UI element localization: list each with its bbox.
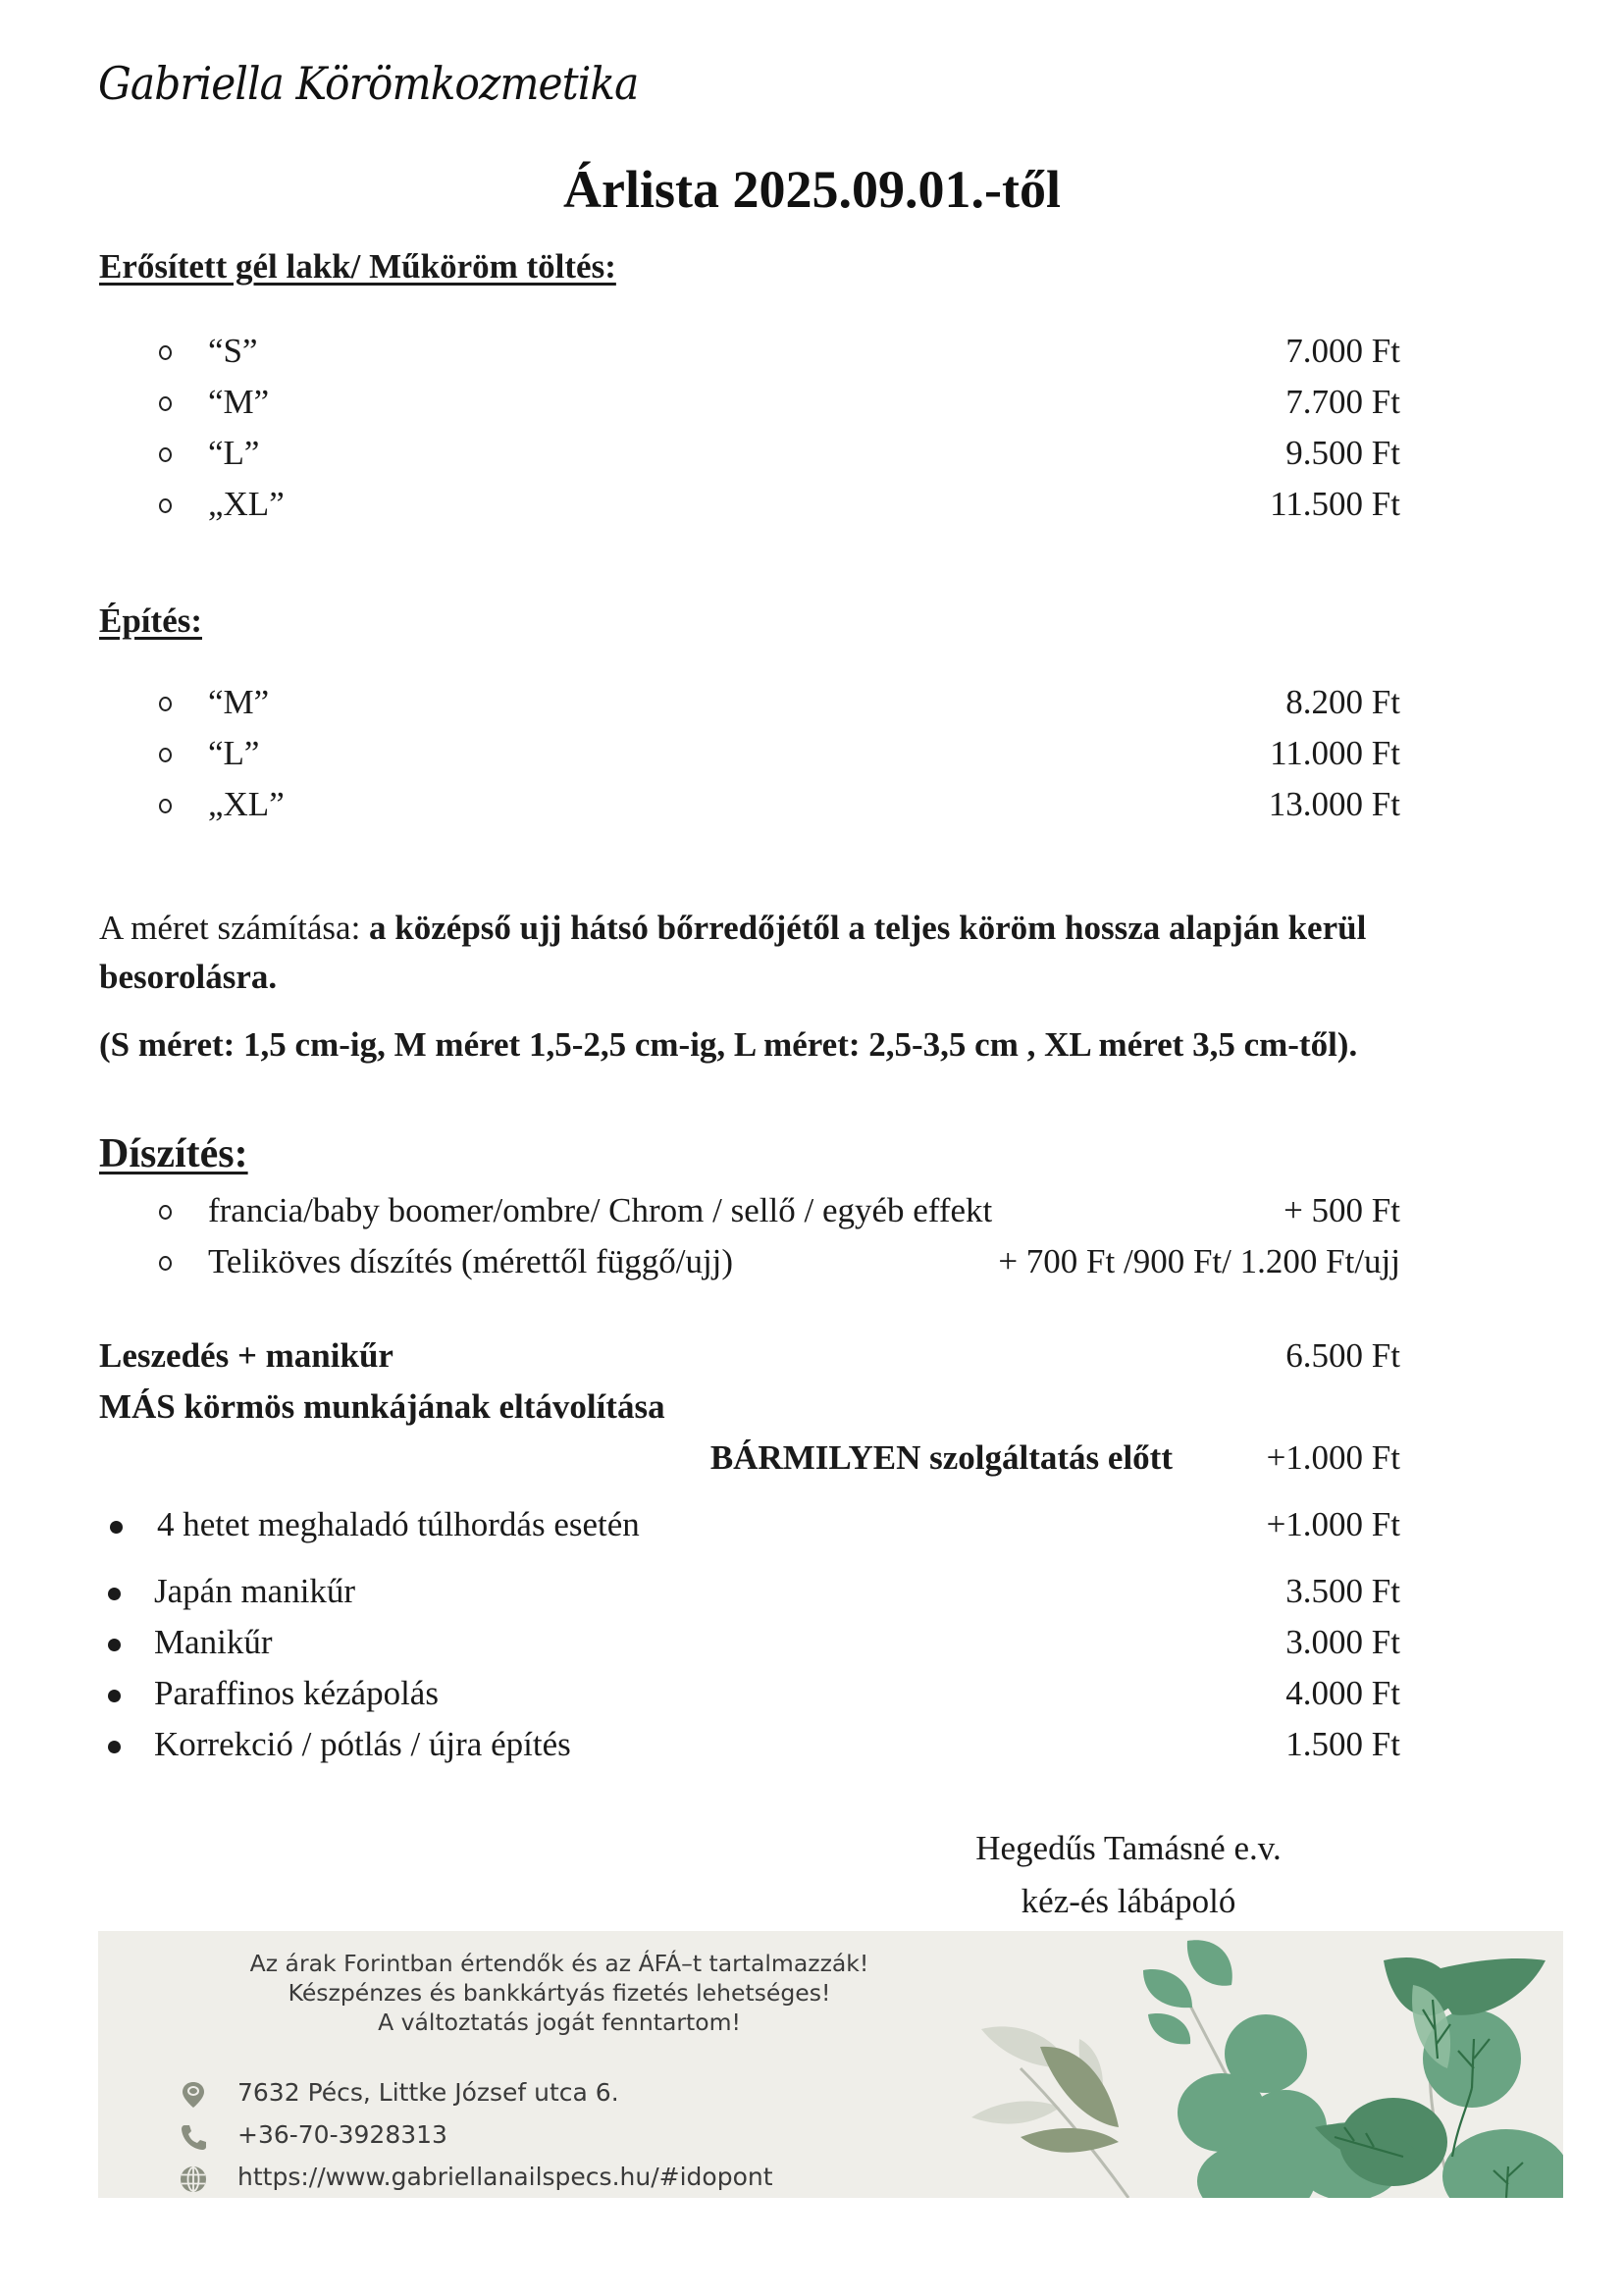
price-row bbox=[0, 332, 1624, 381]
footer-note: Készpénzes és bankkártyás fizetés lehetséges! bbox=[288, 1979, 831, 2007]
circle-bullet-icon bbox=[159, 748, 172, 762]
circle-bullet-icon bbox=[159, 799, 172, 813]
item-price: + 700 Ft /900 Ft/ 1.200 Ft/ujj bbox=[998, 1242, 1400, 1280]
size-note-prefix: A méret számítása: bbox=[99, 909, 370, 947]
item-label: francia/baby boomer/ombre/ Chrom / sellő / egyéb effekt bbox=[208, 1191, 993, 1229]
item-price: 8.200 Ft bbox=[1285, 683, 1400, 721]
item-price: 7.700 Ft bbox=[1285, 383, 1400, 421]
circle-bullet-icon bbox=[159, 697, 172, 711]
item-price: 1.500 Ft bbox=[1285, 1725, 1400, 1763]
removal-row bbox=[0, 1336, 1624, 1385]
other-removal-label: MÁS körmös munkájának eltávolítása bbox=[99, 1387, 665, 1426]
circle-bullet-icon bbox=[159, 498, 172, 513]
website-link[interactable]: https://www.gabriellanailspecs.hu/#idopont bbox=[237, 2163, 773, 2191]
item-label: „XL” bbox=[208, 485, 285, 523]
footer-notes bbox=[98, 1949, 1021, 2037]
item-price: 3.000 Ft bbox=[1285, 1623, 1400, 1661]
item-price: 11.000 Ft bbox=[1270, 734, 1400, 772]
item-price: 11.500 Ft bbox=[1270, 485, 1400, 523]
phone-icon bbox=[179, 2122, 208, 2152]
item-label: „XL” bbox=[208, 785, 285, 823]
item-label: “L” bbox=[208, 734, 260, 772]
item-price: 4.000 Ft bbox=[1285, 1674, 1400, 1712]
size-ranges: (S méret: 1,5 cm-ig, M méret 1,5-2,5 cm-ig, L méret: 2,5-3,5 cm , XL méret 3,5 cm-től). bbox=[99, 1025, 1358, 1064]
dot-bullet-icon bbox=[108, 1588, 121, 1600]
item-label: Manikűr bbox=[154, 1623, 273, 1661]
price-row bbox=[0, 383, 1624, 432]
other-removal-price: +1.000 Ft bbox=[1266, 1438, 1400, 1477]
price-row bbox=[0, 785, 1624, 834]
other-removal-row-2 bbox=[0, 1438, 1624, 1487]
item-price: 13.000 Ft bbox=[1268, 785, 1400, 823]
section-heading-decor: Díszítés: bbox=[99, 1131, 248, 1176]
circle-bullet-icon bbox=[159, 447, 172, 462]
item-label: Paraffinos kézápolás bbox=[154, 1674, 439, 1712]
price-row bbox=[0, 1725, 1624, 1774]
price-row bbox=[0, 485, 1624, 534]
dot-bullet-icon bbox=[108, 1639, 121, 1651]
item-price: + 500 Ft bbox=[1283, 1191, 1400, 1229]
price-row bbox=[0, 734, 1624, 783]
item-price: +1.000 Ft bbox=[1266, 1505, 1400, 1543]
item-label: Teliköves díszítés (mérettől függő/ujj) bbox=[208, 1242, 734, 1280]
item-price: 9.500 Ft bbox=[1285, 434, 1400, 472]
other-removal-condition: BÁRMILYEN szolgáltatás előtt bbox=[709, 1438, 1173, 1477]
dot-bullet-icon bbox=[108, 1741, 121, 1753]
circle-bullet-icon bbox=[159, 345, 172, 360]
brand-logo: Gabriella Körömkozmetika bbox=[98, 57, 639, 110]
signature-name: Hegedűs Tamásné e.v. bbox=[975, 1829, 1282, 1867]
item-price: 3.500 Ft bbox=[1285, 1572, 1400, 1610]
size-note-line2: besorolásra. bbox=[99, 958, 278, 996]
eucalyptus-leaves-illustration bbox=[962, 1931, 1563, 2198]
item-price: 7.000 Ft bbox=[1285, 332, 1400, 370]
price-row bbox=[0, 1242, 1624, 1291]
globe-icon bbox=[179, 2165, 208, 2194]
circle-bullet-icon bbox=[159, 1205, 172, 1220]
item-label: “M” bbox=[208, 383, 270, 421]
removal-label: Leszedés + manikűr bbox=[99, 1336, 393, 1375]
item-label: Korrekció / pótlás / újra építés bbox=[154, 1725, 571, 1763]
section-heading-gel: Erősített gél lakk/ Műköröm töltés: bbox=[99, 247, 616, 286]
price-row bbox=[0, 1623, 1624, 1672]
footer-note: A változtatás jogát fenntartom! bbox=[378, 2009, 741, 2036]
circle-bullet-icon bbox=[159, 1256, 172, 1271]
size-note-bold: a középső ujj hátsó bőrredőjétől a teljes köröm hossza alapján kerül bbox=[369, 909, 1367, 947]
item-label: 4 hetet meghaladó túlhordás esetén bbox=[157, 1505, 640, 1543]
phone-text: +36-70-3928313 bbox=[237, 2120, 447, 2149]
footer-note: Az árak Forintban értendők és az ÁFÁ–t tartalmazzák! bbox=[249, 1950, 869, 1977]
circle-bullet-icon bbox=[159, 396, 172, 411]
page-title: Árlista 2025.09.01.-től bbox=[563, 160, 1061, 219]
signature-role: kéz-és lábápoló bbox=[1021, 1882, 1236, 1920]
price-row bbox=[0, 1505, 1624, 1554]
price-row bbox=[0, 434, 1624, 483]
price-row bbox=[0, 1674, 1624, 1723]
dot-bullet-icon bbox=[110, 1521, 123, 1534]
size-note bbox=[99, 904, 1366, 953]
removal-price: 6.500 Ft bbox=[1285, 1336, 1400, 1375]
section-heading-build: Építés: bbox=[99, 601, 202, 640]
footer-banner bbox=[98, 1931, 1563, 2198]
price-row bbox=[0, 683, 1624, 732]
item-label: “M” bbox=[208, 683, 270, 721]
dot-bullet-icon bbox=[108, 1690, 121, 1702]
other-removal-row bbox=[0, 1387, 1624, 1436]
location-pin-icon bbox=[179, 2080, 208, 2110]
item-label: “S” bbox=[208, 332, 258, 370]
item-label: Japán manikűr bbox=[154, 1572, 356, 1610]
price-row bbox=[0, 1572, 1624, 1621]
address-text: 7632 Pécs, Littke József utca 6. bbox=[237, 2078, 619, 2107]
price-row bbox=[0, 1191, 1624, 1240]
item-label: “L” bbox=[208, 434, 260, 472]
